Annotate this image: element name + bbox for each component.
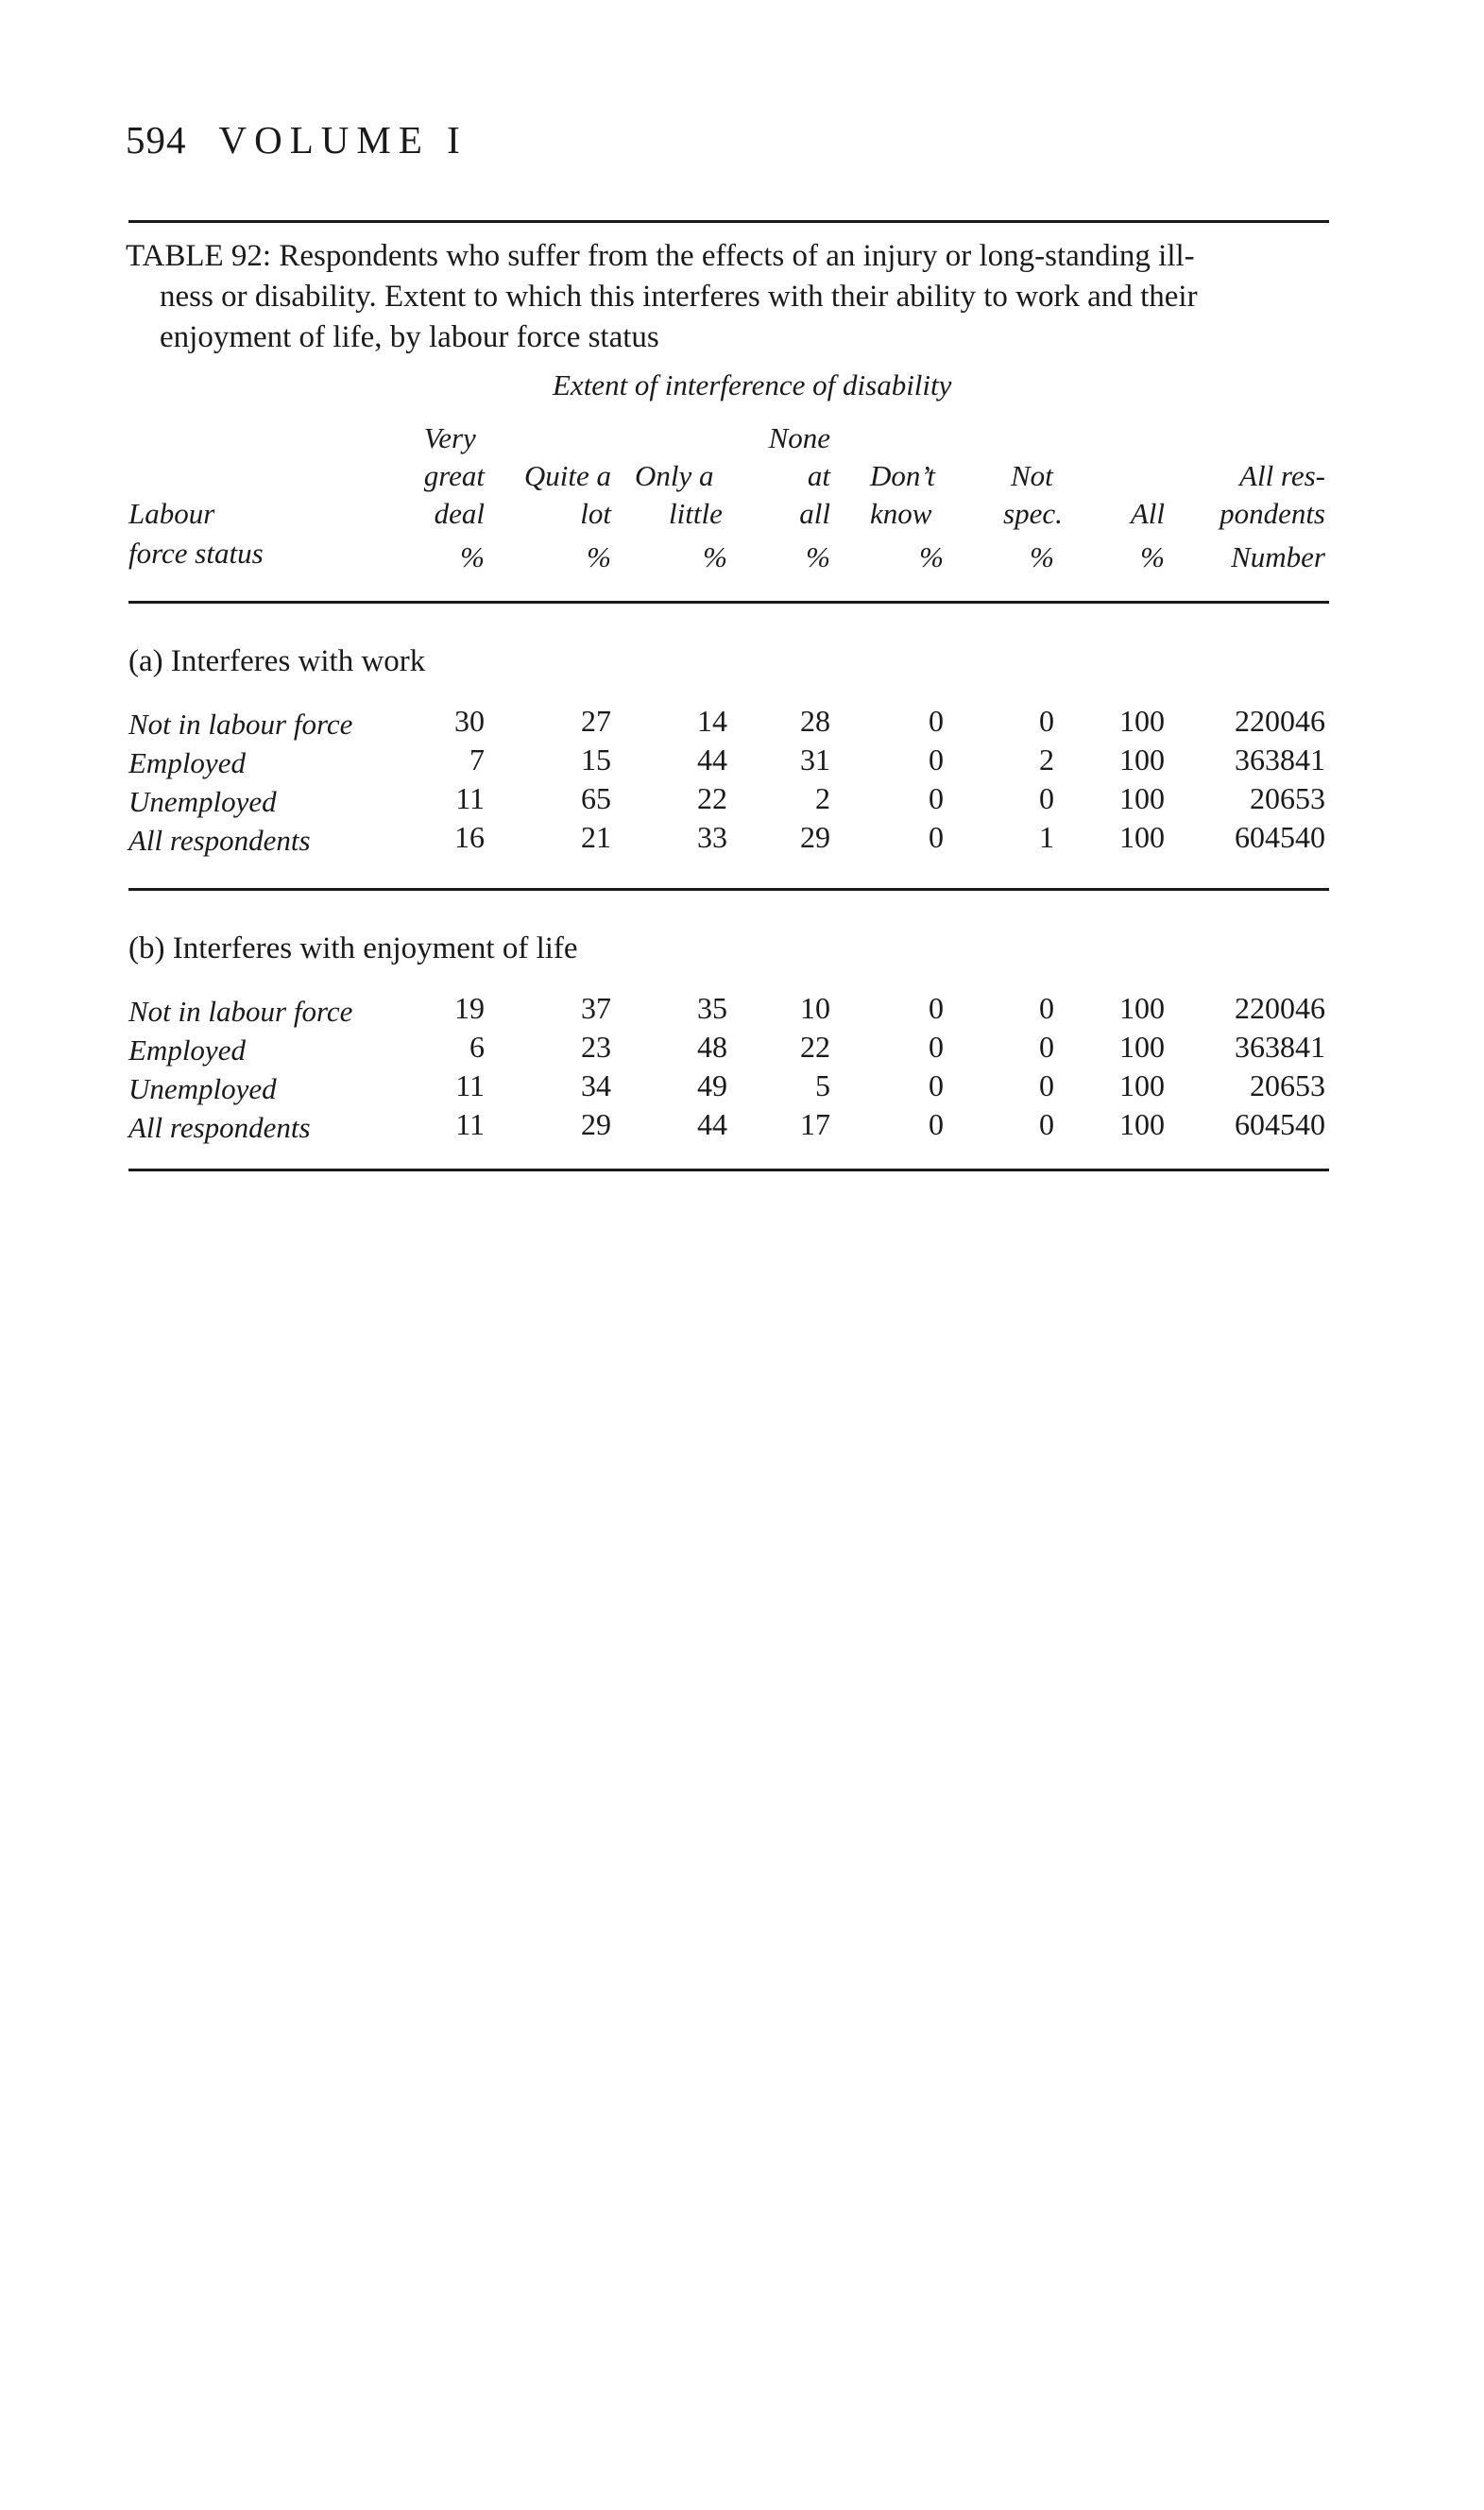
cell: 20653 — [1250, 1068, 1325, 1102]
col-header-line: lot — [580, 497, 611, 530]
cell: 0 — [929, 820, 944, 854]
cell: 21 — [581, 820, 611, 854]
col-header-all — [1131, 495, 1165, 533]
unit-none-at-all: % — [806, 540, 830, 573]
cell: 35 — [697, 991, 727, 1025]
col-header-line: All res- — [1239, 459, 1325, 492]
cell: 33 — [697, 820, 727, 854]
section-title-enjoyment: (b) Interferes with enjoyment of life — [128, 931, 578, 965]
cell: 0 — [1039, 1107, 1054, 1141]
cell: 1 — [1039, 820, 1054, 854]
col-header-line: All — [1130, 497, 1165, 530]
volume-label: VOLUME I — [218, 118, 468, 162]
col-header-line: all — [799, 497, 830, 530]
cell: 6 — [469, 1030, 485, 1064]
cell: 11 — [455, 781, 485, 815]
cell: 37 — [581, 991, 611, 1025]
cell: 5 — [815, 1068, 830, 1102]
col-header-line: pondents — [1220, 497, 1325, 530]
col-header-line: Only a — [635, 459, 714, 492]
col-header-line: spec. — [1003, 497, 1063, 530]
cell: 363841 — [1235, 743, 1325, 777]
cell: 65 — [581, 781, 611, 815]
cell: 0 — [1039, 1030, 1054, 1064]
page-number: 594 — [126, 118, 187, 162]
cell: 28 — [800, 704, 830, 738]
cell: 44 — [697, 743, 727, 777]
cell: 11 — [455, 1068, 485, 1102]
cell: 27 — [581, 704, 611, 738]
col-header-line: Quite a — [523, 459, 611, 492]
cell: 0 — [929, 743, 944, 777]
cell: 44 — [697, 1107, 727, 1141]
cell: 220046 — [1235, 704, 1325, 738]
cell: 49 — [697, 1068, 727, 1102]
col-header-line: great — [423, 459, 485, 492]
caption-line-1: TABLE 92: Respondents who suffer from the effects of an injury or long-standing ill- — [126, 239, 1195, 273]
row-label: Employed — [128, 1033, 246, 1067]
col-header-line: at — [807, 459, 830, 492]
col-header-not-spec — [1003, 457, 1063, 533]
cell: 48 — [697, 1030, 727, 1064]
unit-not-spec: % — [1030, 540, 1054, 573]
cell: 100 — [1119, 1107, 1165, 1141]
cell: 0 — [929, 704, 944, 738]
col-header-quite-a-lot — [524, 457, 611, 533]
unit-only-a-little: % — [703, 540, 727, 573]
row-label: Not in labour force — [128, 708, 353, 741]
cell: 16 — [454, 820, 485, 854]
cell: 100 — [1119, 781, 1165, 815]
row-label: All respondents — [128, 824, 311, 857]
cell: 100 — [1119, 1068, 1165, 1102]
col-header-only-a-little — [635, 457, 723, 533]
col-header-line: None — [768, 421, 830, 454]
cell: 0 — [929, 1068, 944, 1102]
cell: 0 — [1039, 991, 1054, 1025]
row-label: Unemployed — [128, 785, 277, 818]
cell: 23 — [581, 1030, 611, 1064]
header-rule — [128, 601, 1329, 604]
row-header-line-2: force status — [128, 537, 264, 570]
cell: 22 — [800, 1030, 830, 1064]
cell: 30 — [454, 704, 485, 738]
cell: 29 — [581, 1107, 611, 1141]
row-header-line-1: Labour — [128, 497, 215, 530]
cell: 0 — [929, 781, 944, 815]
cell: 0 — [1039, 704, 1054, 738]
cell: 2 — [815, 781, 830, 815]
unit-all-respondents: Number — [1231, 540, 1325, 573]
col-header-dont-know — [870, 457, 935, 533]
cell: 19 — [454, 991, 485, 1025]
row-label: All respondents — [128, 1111, 311, 1144]
cell: 604540 — [1235, 820, 1325, 854]
cell: 20653 — [1250, 781, 1325, 815]
cell: 22 — [697, 781, 727, 815]
top-rule — [128, 220, 1329, 223]
table-caption — [126, 236, 1316, 358]
cell: 17 — [800, 1107, 830, 1141]
caption-line-3: enjoyment of life, by labour force status — [160, 320, 659, 354]
unit-quite-a-lot: % — [587, 540, 611, 573]
cell: 0 — [1039, 1068, 1054, 1102]
col-header-line: Don’t — [870, 459, 935, 492]
col-header-line: Not — [1011, 459, 1053, 492]
cell: 100 — [1119, 991, 1165, 1025]
col-header-none-at-all — [769, 419, 830, 533]
unit-very-great-deal: % — [460, 540, 485, 573]
section-title-work: (a) Interferes with work — [128, 644, 426, 678]
column-group-title: Extent of interference of disability — [553, 368, 952, 401]
col-header-line: deal — [434, 497, 485, 530]
cell: 15 — [581, 743, 611, 777]
col-header-very-great-deal — [424, 419, 485, 533]
cell: 0 — [929, 991, 944, 1025]
cell: 2 — [1039, 743, 1054, 777]
cell: 14 — [697, 704, 727, 738]
cell: 29 — [800, 820, 830, 854]
unit-all: % — [1140, 540, 1165, 573]
col-header-all-respondents — [1220, 457, 1325, 533]
cell: 100 — [1119, 704, 1165, 738]
row-label: Employed — [128, 746, 246, 779]
col-header-line: little — [669, 497, 723, 530]
row-label: Unemployed — [128, 1072, 277, 1105]
cell: 34 — [581, 1068, 611, 1102]
col-header-line: know — [870, 497, 932, 530]
cell: 31 — [800, 743, 830, 777]
cell: 7 — [469, 743, 485, 777]
unit-dont-know: % — [919, 540, 944, 573]
cell: 0 — [929, 1030, 944, 1064]
row-label: Not in labour force — [128, 995, 353, 1028]
caption-line-2: ness or disability. Extent to which this interferes with their ability to work and their — [160, 280, 1198, 314]
cell: 100 — [1119, 1030, 1165, 1064]
row-header — [128, 495, 264, 572]
col-header-line: Very — [423, 421, 476, 454]
cell: 100 — [1119, 743, 1165, 777]
page-header — [126, 117, 468, 162]
cell: 11 — [455, 1107, 485, 1141]
cell: 604540 — [1235, 1107, 1325, 1141]
section-rule — [128, 888, 1329, 891]
cell: 220046 — [1235, 991, 1325, 1025]
cell: 10 — [800, 991, 830, 1025]
cell: 100 — [1119, 820, 1165, 854]
cell: 363841 — [1235, 1030, 1325, 1064]
cell: 0 — [929, 1107, 944, 1141]
bottom-rule — [128, 1169, 1329, 1171]
cell: 0 — [1039, 781, 1054, 815]
